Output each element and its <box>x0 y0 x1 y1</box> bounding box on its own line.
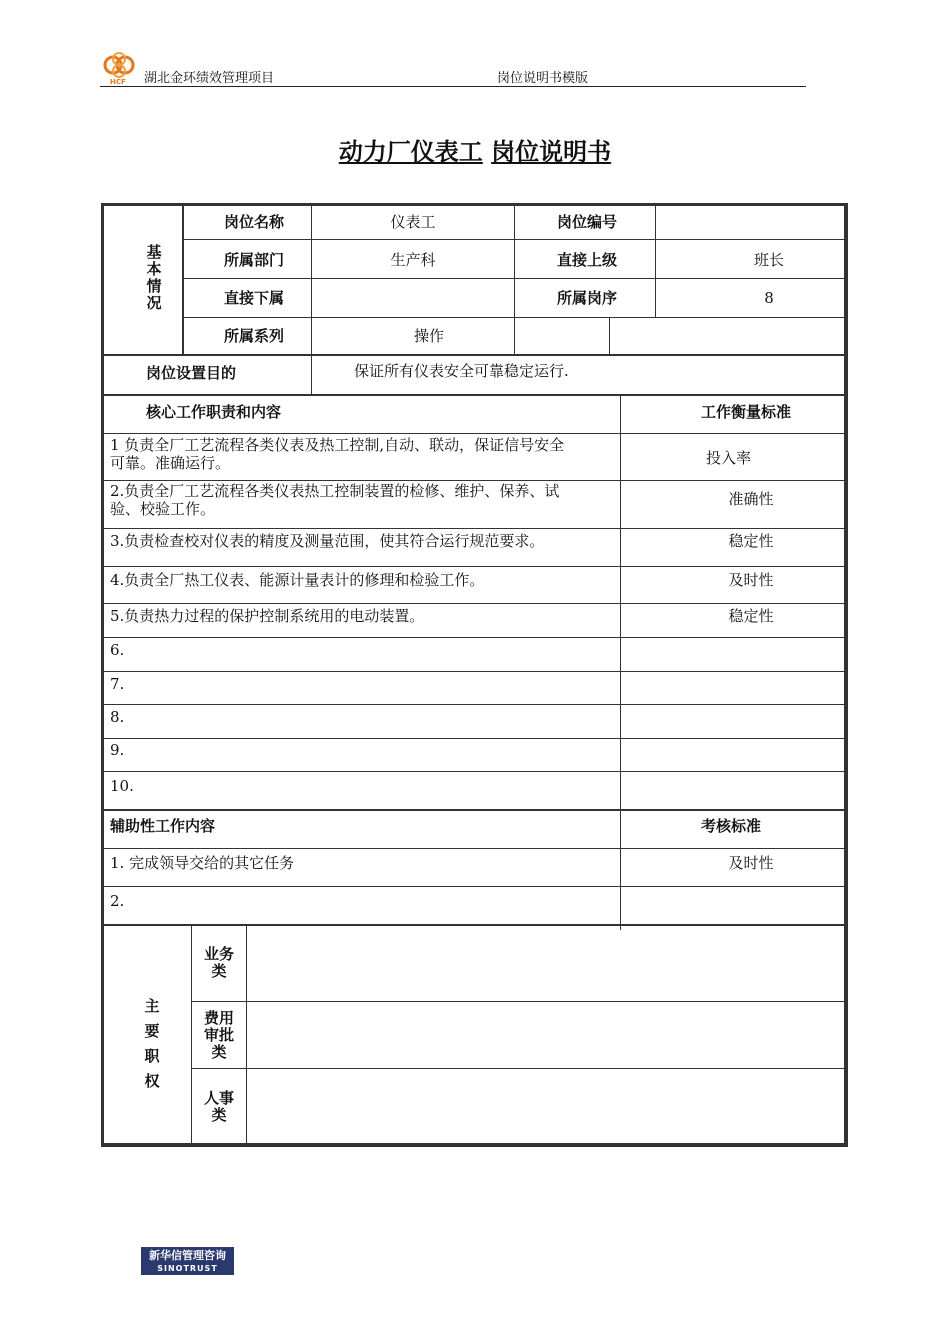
subordinate-label: 直接下属 <box>224 289 285 307</box>
core-row-5-std: 稳定性 <box>728 607 774 625</box>
core-row-1-line1: 1 负责全厂工艺流程各类仪表及热工控制,自动、联动，保证信号安全 <box>110 436 565 454</box>
core-row-2-line2: 验、校验工作。 <box>110 500 216 518</box>
sinotrust-en: SINOTRUST <box>157 1264 218 1273</box>
core-row-8-text: 8. <box>110 708 125 726</box>
core-row-1-std: 投入率 <box>705 449 751 467</box>
sinotrust-logo <box>141 1247 234 1275</box>
aux-row-1-text: 1. 完成领导交给的其它任务 <box>110 854 295 872</box>
dept-value: 生产科 <box>390 251 436 269</box>
project-name: 湖北金环绩效管理项目 <box>144 71 275 86</box>
core-row-3-std: 稳定性 <box>728 532 774 550</box>
aux-std-header: 考核标准 <box>701 817 762 835</box>
name-label: 岗位名称 <box>224 213 285 231</box>
aux-header: 辅助性工作内容 <box>110 817 216 835</box>
core-row-2-line1: 2.负责全厂工艺流程各类仪表热工控制装置的检修、维护、保养、试 <box>110 482 560 500</box>
sequence-value: 8 <box>764 289 774 307</box>
code-label: 岗位编号 <box>557 213 618 231</box>
basic-info-label: 基本情况 <box>146 243 162 312</box>
superior-label: 直接上级 <box>557 251 618 269</box>
authority-business: 业务类 <box>203 945 234 980</box>
core-row-1-line2: 可靠。准确运行。 <box>110 454 231 472</box>
core-row-3-text: 3.负责检查校对仪表的精度及测量范围，使其符合运行规范要求。 <box>110 532 545 550</box>
core-row-9-text: 9. <box>110 741 125 759</box>
purpose-value: 保证所有仪表安全可靠稳定运行. <box>354 362 569 380</box>
core-row-10-text: 10. <box>110 777 134 795</box>
hcf-logo <box>100 52 138 86</box>
core-row-5-text: 5.负责热力过程的保护控制系统用的电动装置。 <box>110 607 425 625</box>
template-name: 岗位说明书模版 <box>497 71 589 86</box>
title-position: 动力厂仪表工 <box>338 138 483 166</box>
aux-row-2-text: 2. <box>110 892 125 910</box>
superior-value: 班长 <box>753 251 784 269</box>
sequence-label: 所属岗序 <box>557 289 618 307</box>
core-row-7-text: 7. <box>110 675 125 693</box>
authority-personnel: 人事类 <box>203 1089 234 1124</box>
name-value: 仪表工 <box>390 213 436 231</box>
core-row-4-text: 4.负责全厂热工仪表、能源计量表计的修理和检验工作。 <box>110 571 485 589</box>
page-header <box>100 52 806 87</box>
sinotrust-cn: 新华信管理咨询 <box>149 1249 226 1262</box>
job-description-form <box>101 203 848 1147</box>
series-label: 所属系列 <box>224 327 285 345</box>
page-title <box>0 132 950 167</box>
aux-row-1-std: 及时性 <box>728 854 774 872</box>
series-value: 操作 <box>413 327 444 345</box>
core-header: 核心工作职责和内容 <box>146 403 282 421</box>
logo-text: HCF <box>110 78 126 86</box>
authority-label: 主要职权 <box>144 997 160 1090</box>
purpose-label: 岗位设置目的 <box>146 364 237 382</box>
core-row-2-std: 准确性 <box>728 490 774 508</box>
core-std-header: 工作衡量标准 <box>701 403 792 421</box>
title-doc: 岗位说明书 <box>491 138 612 166</box>
authority-expense: 费用审批类 <box>203 1009 234 1061</box>
core-row-6-text: 6. <box>110 641 125 659</box>
dept-label: 所属部门 <box>224 251 285 269</box>
core-row-4-std: 及时性 <box>728 571 774 589</box>
